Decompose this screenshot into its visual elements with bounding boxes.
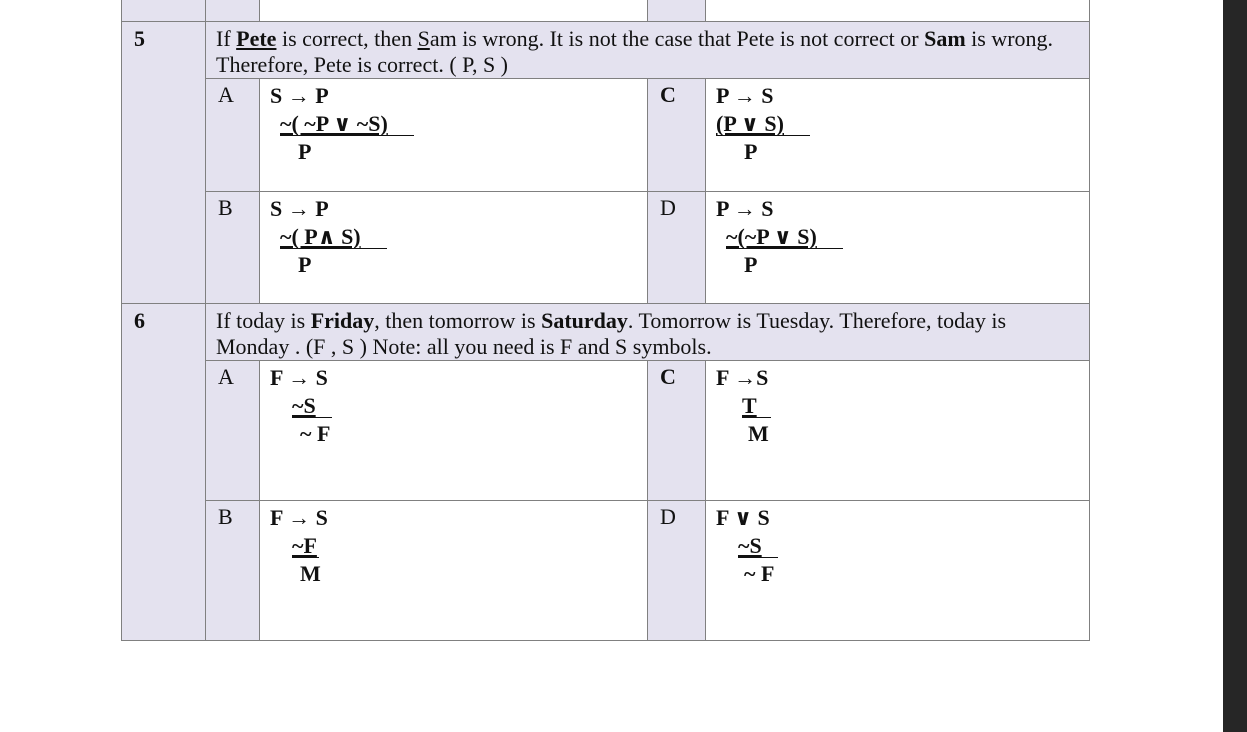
pete-term: Pete [236,26,277,51]
previous-letter-cell [206,0,260,22]
sam-term: Sam [924,26,966,51]
premise-1: S → P [270,83,329,108]
previous-number-cell [122,0,206,22]
premise-1: F ∨ S [716,505,770,530]
option-c-argument[interactable] [706,79,1090,192]
friday-term: Friday [310,308,375,333]
option-c-argument[interactable] [706,361,1090,501]
option-letter-c[interactable]: C [648,361,706,501]
premise-2: T [742,395,771,418]
question-table [121,0,1090,641]
saturday-term: Saturday [541,308,628,333]
conclusion: P [744,252,758,277]
option-b-argument[interactable] [260,192,648,304]
option-letter-a[interactable]: A [206,79,260,192]
conclusion: P [298,252,312,277]
question-number: 6 [122,304,206,641]
premise-2: ~S [738,535,778,558]
question-number: 5 [122,22,206,304]
premise-2: ~( ~P ∨ ~S) [280,113,414,136]
option-letter-b[interactable]: B [206,192,260,304]
question-6-stem-row [122,304,1090,361]
premise-2: ~(~P ∨ S) [726,226,843,249]
premise-2: (P ∨ S) [716,113,810,136]
option-letter-c[interactable]: C [648,79,706,192]
conclusion: ~ F [300,421,331,446]
option-d-argument[interactable] [706,192,1090,304]
previous-letter-cell-right [648,0,706,22]
options-row-bd [122,192,1090,304]
conclusion: M [300,561,321,586]
question-stem: If today is Friday, then tomorrow is Saturday. Tomorrow is Tuesday. Therefore, today is Monday . (F , S ) Note: all you need is F and S symbols. [206,304,1090,361]
conclusion: P [744,139,758,164]
conclusion: P [298,139,312,164]
option-letter-a[interactable]: A [206,361,260,501]
scrollbar[interactable] [1223,0,1247,732]
option-letter-d[interactable]: D [648,501,706,641]
previous-argument-cell-right [706,0,1090,22]
options-row-bd [122,501,1090,641]
premise-1: F → S [270,365,328,390]
conclusion: ~ F [744,561,775,586]
question-5-stem-row [122,22,1090,79]
option-d-argument[interactable] [706,501,1090,641]
premise-1: P → S [716,83,774,108]
premise-1: S → P [270,196,329,221]
option-a-argument[interactable] [260,361,648,501]
question-stem: If Pete is correct, then Sam is wrong. It is not the case that Pete is not correct or Sam is wrong. Therefore, Pete is correct. ( P, S ) [206,22,1090,79]
sam-initial: S [417,26,430,51]
previous-argument-cell [260,0,648,22]
options-row-ac [122,79,1090,192]
option-letter-d[interactable]: D [648,192,706,304]
option-b-argument[interactable] [260,501,648,641]
premise-1: P → S [716,196,774,221]
premise-2: ~F [292,533,317,558]
option-letter-b[interactable]: B [206,501,260,641]
option-a-argument[interactable] [260,79,648,192]
options-row-ac [122,361,1090,501]
premise-1: F →S [716,365,769,390]
premise-2: ~( P∧ S) [280,226,387,249]
previous-question-tail-row [122,0,1090,22]
conclusion: M [748,421,769,446]
premise-1: F → S [270,505,328,530]
premise-2: ~S [292,395,332,418]
